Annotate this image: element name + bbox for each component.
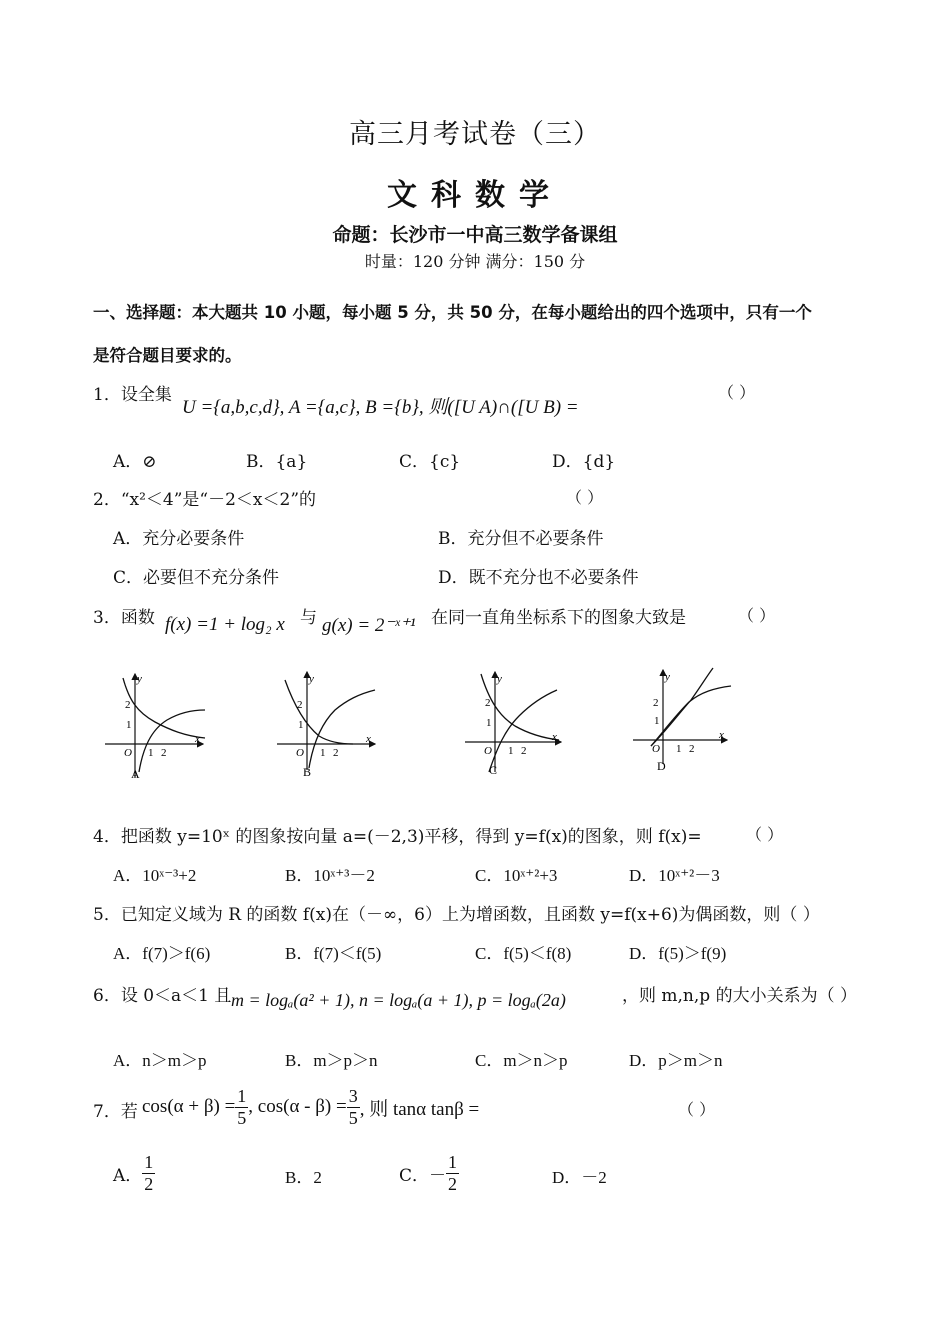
q1-option-b: B．{a} — [246, 452, 308, 472]
q7-option-c — [399, 1152, 459, 1194]
q4-option-c: C．10ˣ⁺²+3 — [475, 866, 558, 885]
graph-d-y-label: y — [665, 671, 670, 683]
q1-option-d: D．{d} — [552, 452, 616, 472]
graph-c — [465, 672, 561, 777]
graph-c-label: C — [489, 763, 498, 777]
q3-stem-a — [93, 603, 155, 628]
q7-option-d: D．－2 — [552, 1168, 607, 1187]
q4-answer-paren: （ ） — [746, 825, 784, 844]
q6-option-a: A．n＞m＞p — [113, 1051, 207, 1070]
graph-a-x-label: x — [195, 733, 200, 745]
q6-text-b: ，则 m,n,p 的大小关系为（ ） — [622, 986, 857, 1006]
q5-option-c: C．f(5)＜f(8) — [475, 944, 572, 963]
q2-option-a: A．充分必要条件 — [113, 529, 245, 549]
q1-option-c: C．{c} — [399, 452, 461, 472]
q2-option-b: B．充分但不必要条件 — [438, 529, 604, 549]
q3-answer-paren: （ ） — [738, 606, 776, 625]
q7-number: 7． — [93, 1102, 121, 1122]
graph-a-origin: O — [124, 747, 132, 759]
graph-b-label: B — [303, 765, 312, 779]
q2-answer-paren: （ ） — [566, 488, 604, 507]
q7-option-a-label: A． — [113, 1165, 143, 1186]
q3-number: 3． — [93, 608, 121, 628]
q3-text-a: 函数 — [120, 608, 155, 628]
graph-b-tick-y2: 2 — [297, 699, 303, 711]
graph-b — [277, 672, 375, 779]
q7-frac2-numerator: 3 — [348, 1086, 358, 1106]
section-heading-line2: 是符合题目要求的。 — [93, 346, 242, 365]
q5-option-d: D．f(5)＞f(9) — [629, 944, 727, 963]
q4-number: 4． — [93, 827, 121, 847]
graph-a-label: A — [131, 767, 140, 781]
q4-option-a: A．10ˣ⁻³+2 — [113, 866, 197, 885]
q7-formula — [142, 1086, 479, 1128]
q6-option-d: D．p＞m＞n — [629, 1051, 723, 1070]
graph-c-tick-y1: 1 — [486, 717, 492, 729]
q7-option-c-fraction — [446, 1152, 459, 1194]
q4-text: 把函数 y=10ˣ 的图象按向量 a=(－2,3)平移，得到 y=f(x)的图象，则 f(x)= — [120, 827, 702, 847]
q6-number: 6． — [93, 986, 121, 1006]
q6-option-c: C．m＞n＞p — [475, 1051, 568, 1070]
graph-d-origin: O — [652, 743, 660, 755]
q3-formula-f: f(x) =1 + log₂ x — [165, 614, 285, 635]
q1-answer-paren: （ ） — [718, 383, 756, 402]
q7-stem — [93, 1097, 138, 1122]
q7-option-c-label: C．－ — [399, 1165, 447, 1186]
q3-formula-g: g(x) = 2⁻ˣ⁺¹ — [322, 615, 416, 636]
graph-b-tick-y1: 1 — [298, 719, 304, 731]
q7-frac1-denominator: 5 — [237, 1107, 247, 1128]
graph-c-y-label: y — [497, 673, 502, 685]
graph-d-tick-x2: 2 — [689, 743, 695, 755]
graph-d-tick-y2: 2 — [653, 697, 659, 709]
q6-text-a: 设 0＜a＜1 且 — [120, 986, 232, 1006]
graph-a-tick-y2: 2 — [125, 699, 131, 711]
q2-option-c: C．必要但不充分条件 — [113, 568, 280, 588]
graph-b-x-label: x — [366, 733, 371, 745]
q5-option-a: A．f(7)＞f(6) — [113, 944, 211, 963]
q6-option-b: B．m＞p＞n — [285, 1051, 378, 1070]
graph-d — [633, 668, 731, 773]
graph-b-tick-x1: 1 — [320, 747, 326, 759]
graph-d-x-label: x — [719, 729, 724, 741]
q6-stem-a — [93, 981, 231, 1006]
q7-option-b: B．2 — [285, 1168, 322, 1187]
q4-option-d: D．10ˣ⁺²－3 — [629, 866, 720, 885]
q1-number: 1． — [93, 385, 121, 405]
q7-frac2-denominator: 5 — [348, 1107, 358, 1128]
q7-fraction-1 — [235, 1086, 248, 1128]
graph-c-origin: O — [484, 745, 492, 757]
q7-frac1-numerator: 1 — [237, 1086, 247, 1106]
q3-text-c: 在同一直角坐标系下的图象大致是 — [431, 608, 686, 628]
graph-a-tick-x2: 2 — [161, 747, 167, 759]
q7-opt-a-numerator: 1 — [144, 1152, 154, 1172]
q5-number: 5． — [93, 905, 121, 925]
graph-c-tick-y2: 2 — [485, 697, 491, 709]
subject-title: 文科数学 — [387, 178, 563, 213]
q2-text: “x²＜4”是“－2＜x＜2”的 — [120, 490, 317, 510]
q2-option-d: D．既不充分也不必要条件 — [438, 568, 639, 588]
q5-stem — [93, 900, 820, 925]
q1-stem — [93, 380, 172, 405]
q3-graphs — [95, 660, 755, 785]
q7-text: 若 — [120, 1102, 138, 1122]
q7-math-c: , 则 tanα tanβ = — [359, 1098, 480, 1120]
q7-math-a: cos(α + β) = — [142, 1096, 236, 1118]
graph-a-tick-y1: 1 — [126, 719, 132, 731]
q7-answer-paren: （ ） — [678, 1100, 716, 1119]
graph-c-tick-x1: 1 — [508, 745, 514, 757]
graph-b-tick-x2: 2 — [333, 747, 339, 759]
q4-option-b: B．10ˣ⁺³－2 — [285, 866, 375, 885]
page-title: 高三月考试卷（三） — [349, 119, 601, 150]
author-line: 命题：长沙市一中高三数学备课组 — [332, 224, 618, 246]
q7-option-a-fraction — [142, 1152, 155, 1194]
graph-c-x-label: x — [552, 731, 557, 743]
q7-opt-a-denominator: 2 — [144, 1173, 154, 1194]
graph-a — [105, 673, 205, 781]
q7-option-a — [113, 1152, 155, 1194]
q7-opt-c-numerator: 1 — [448, 1152, 458, 1172]
graph-c-tick-x2: 2 — [521, 745, 527, 757]
q5-text: 已知定义域为 R 的函数 f(x)在（－∞，6）上为增函数，且函数 y=f(x+6)为偶函数，则（ ） — [120, 905, 820, 925]
q7-opt-c-denominator: 2 — [448, 1173, 458, 1194]
graph-d-label: D — [657, 759, 666, 773]
q1-formula: U ={a,b,c,d}, A ={a,c}, B ={b}, 则([U A)∩([U B) = — [182, 397, 579, 418]
graph-b-y-label: y — [309, 673, 314, 685]
graph-d-tick-y1: 1 — [654, 715, 660, 727]
time-info: 时量：120 分钟 满分：150 分 — [364, 252, 586, 271]
graph-d-tick-x1: 1 — [676, 743, 682, 755]
q6-formula: m = logₐ(a² + 1), n = logₐ(a + 1), p = logₐ(2a) — [231, 990, 566, 1010]
q2-number: 2． — [93, 490, 121, 510]
graph-a-y-label: y — [137, 673, 142, 685]
q5-option-b: B．f(7)＜f(5) — [285, 944, 382, 963]
q7-fraction-2 — [347, 1086, 360, 1128]
q4-stem — [93, 822, 702, 847]
q3-text-b: 与 — [300, 608, 317, 628]
graph-b-origin: O — [296, 747, 304, 759]
q1-option-a: A．⊘ — [113, 452, 157, 472]
q1-text: 设全集 — [120, 385, 172, 405]
section-heading-line1: 一、选择题：本大题共 10 小题，每小题 5 分，共 50 分，在每小题给出的四个选项中，只有一个 — [93, 303, 812, 322]
graph-a-tick-x1: 1 — [148, 747, 154, 759]
q7-math-b: , cos(α - β) = — [248, 1096, 347, 1118]
q2-stem — [93, 485, 316, 510]
